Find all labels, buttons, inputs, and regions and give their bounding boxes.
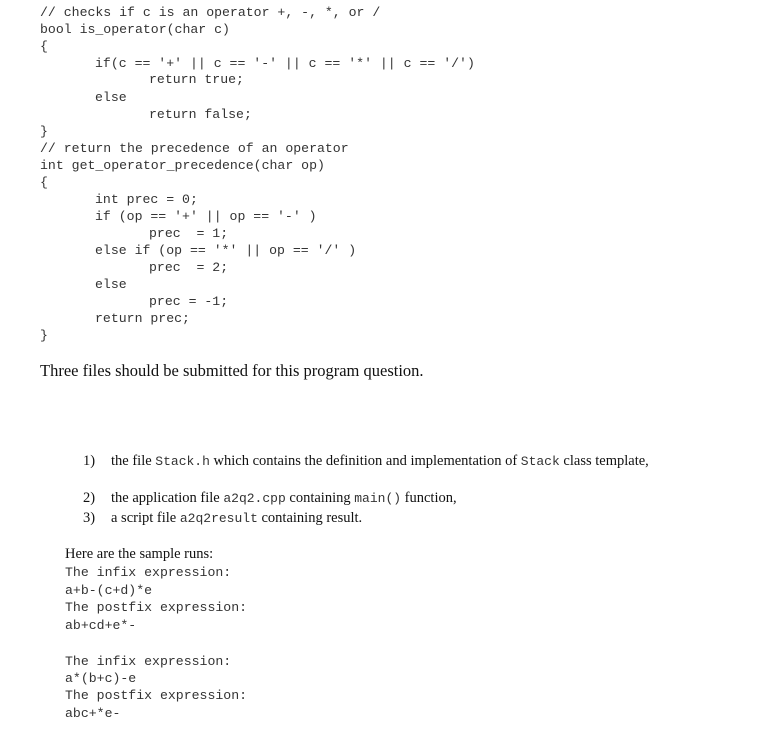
list-item — [83, 453, 649, 487]
code-if-add-sub: if (op == '+' || op == '-' ) — [95, 209, 317, 224]
code-prec-1: prec = 1; — [149, 226, 229, 241]
code-prec-init: int prec = 0; — [95, 192, 198, 207]
code-return-true: return true; — [149, 72, 244, 87]
file-name-stack-h: Stack.h — [155, 454, 210, 469]
submission-paragraph: Three files should be submitted for this program question. — [40, 361, 424, 380]
code-if-operator: if(c == '+' || c == '-' || c == '*' || c == '/') — [95, 56, 475, 71]
code-comment-is-operator: // checks if c is an operator +, -, *, or / — [40, 5, 381, 20]
list-item-number: 1) — [83, 453, 96, 469]
code-return-false: return false; — [149, 107, 252, 122]
code-close-brace-2: } — [40, 328, 48, 343]
code-open-brace-2: { — [40, 175, 48, 190]
run2-postfix-value: abc+*e- — [65, 706, 121, 721]
code-comment-precedence: // return the precedence of an operator — [40, 141, 349, 156]
run1-infix-value: a+b-(c+d)*e — [65, 583, 153, 598]
code-else: else — [95, 90, 127, 105]
file-name-a2q2-cpp: a2q2.cpp — [223, 491, 286, 506]
list-item-number: 2) — [83, 490, 96, 506]
code-return-prec: return prec; — [95, 311, 190, 326]
code-precedence-signature: int get_operator_precedence(char op) — [40, 158, 325, 173]
list-item-text: the application file a2q2.cpp containing main() function, — [111, 490, 457, 506]
list-item-number: 3) — [83, 510, 96, 526]
run2-infix-label: The infix expression: — [65, 654, 232, 669]
sample-runs-heading: Here are the sample runs: — [65, 546, 214, 562]
code-prec-neg: prec = -1; — [149, 294, 229, 309]
class-name-stack: Stack — [520, 454, 560, 469]
file-name-a2q2result: a2q2result — [179, 511, 258, 526]
run2-infix-value: a*(b+c)-e — [65, 671, 137, 686]
code-else-2: else — [95, 277, 127, 292]
code-is-operator-signature: bool is_operator(char c) — [40, 22, 230, 37]
run1-postfix-value: ab+cd+e*- — [65, 618, 137, 633]
code-close-brace: } — [40, 124, 48, 139]
run1-infix-label: The infix expression: — [65, 565, 232, 580]
function-name-main: main() — [354, 491, 402, 506]
list-item-text: the file Stack.h which contains the definition and implementation of Stack class template, — [111, 453, 649, 469]
code-prec-2: prec = 2; — [149, 260, 229, 275]
code-open-brace: { — [40, 39, 48, 54]
code-else-if-mul-div: else if (op == '*' || op == '/' ) — [95, 243, 357, 258]
list-item-text: a script file a2q2result containing result. — [111, 510, 363, 526]
run2-postfix-label: The postfix expression: — [65, 688, 248, 703]
run1-postfix-label: The postfix expression: — [65, 600, 248, 615]
